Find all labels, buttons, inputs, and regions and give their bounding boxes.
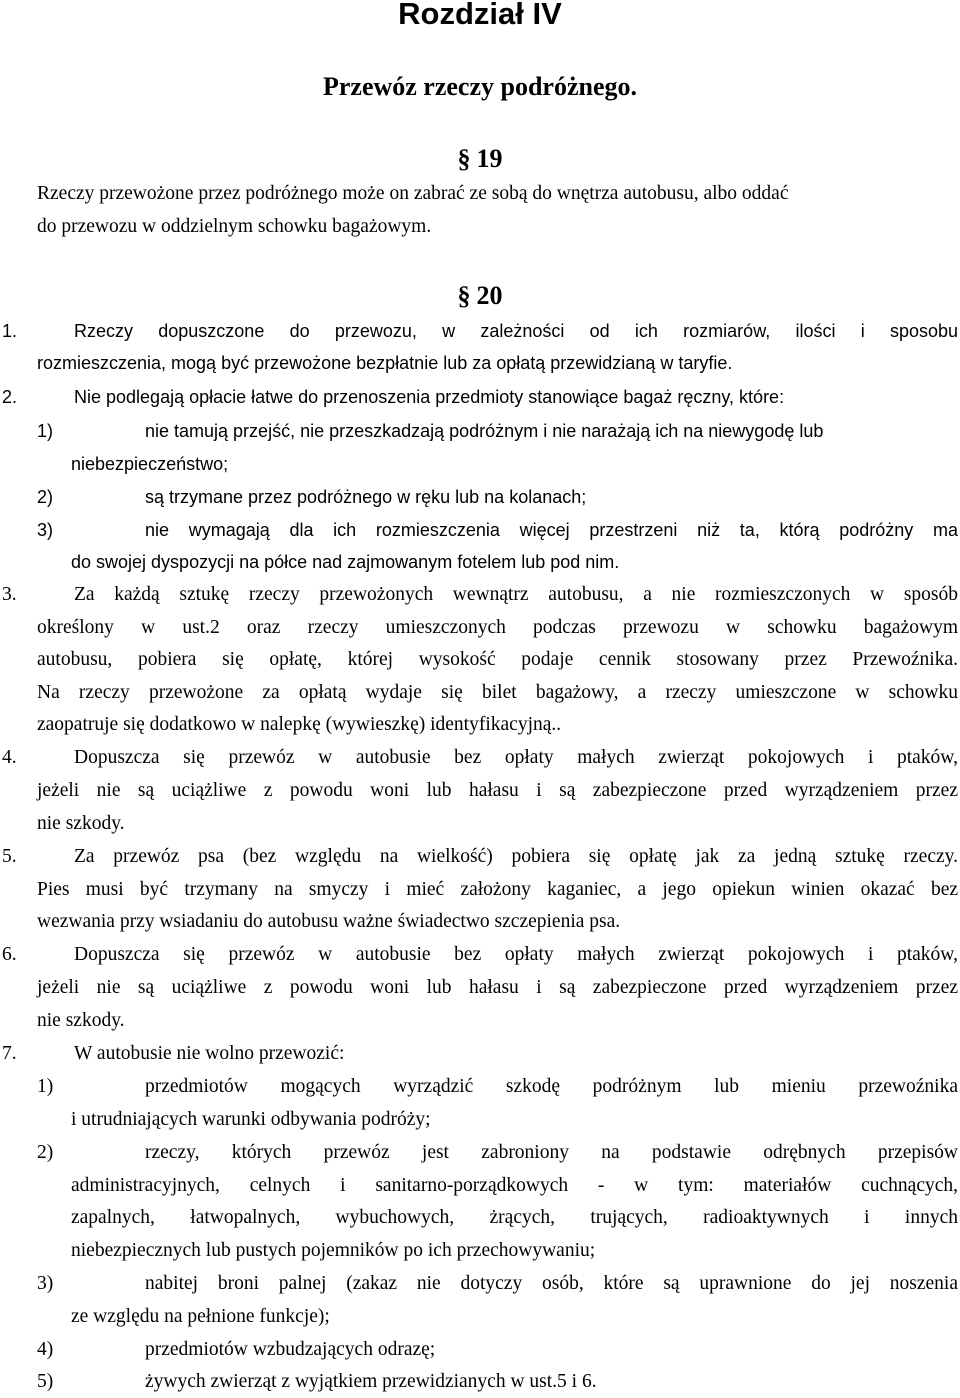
section-19-heading <box>0 141 960 177</box>
s20-p1: 1. Rzeczy dopuszczone do przewozu, w zależności od ich rozmiarów, ilości i sposobu <box>2 321 958 341</box>
s19-line-2: do przewozu w oddzielnym schowku bagażowym. <box>37 216 432 237</box>
list-item: 3) nie wymagają dla ich rozmieszczenia więcej przestrzeni niż ta, którą podróżny ma <box>37 520 958 540</box>
list-item: 2) rzeczy, których przewóz jest zabroniony na podstawie odrębnych przepisów <box>37 1142 958 1163</box>
list-item: 1) przedmiotów mogących wyrządzić szkodę podróżnym lub mieniu przewoźnika <box>37 1076 958 1097</box>
s20-p3: 3. Za każdą sztukę rzeczy przewożonych wewnątrz autobusu, a nie rozmieszczonych w sposób <box>2 584 958 605</box>
chapter-subtitle: Przewóz rzeczy podróżnego. <box>322 72 638 101</box>
section-symbol: § <box>457 281 471 310</box>
section-number: 19 <box>476 144 503 173</box>
list-item: 2) są trzymane przez podróżnego w ręku lub na kolanach; <box>37 487 587 507</box>
s20-p4: 4. Dopuszcza się przewóz w autobusie bez opłaty małych zwierząt pokojowych i ptaków, <box>2 747 958 768</box>
s19-line-1: Rzeczy przewożone przez podróżnego może on zabrać ze sobą do wnętrza autobusu, albo oddać <box>37 183 789 204</box>
list-item: 5) żywych zwierząt z wyjątkiem przewidzianych w ust.5 i 6. <box>37 1371 597 1392</box>
list-item: 4) przedmiotów wzbudzających odrazę; <box>37 1339 436 1360</box>
s20-p5: 5. Za przewóz psa (bez względu na wielkość) pobiera się opłatę jak za jedną sztukę rzeczy. <box>2 846 958 867</box>
chapter-title: Rozdział IV <box>398 0 562 31</box>
s20-p2: 2. Nie podlegają opłacie łatwe do przenoszenia przedmioty stanowiące bagaż ręczny, które: <box>2 387 785 407</box>
s20-p7: 7. W autobusie nie wolno przewozić: <box>2 1043 345 1064</box>
list-item: 3) nabitej broni palnej (zakaz nie dotyczy osób, które są uprawnione do jej noszenia <box>37 1273 958 1294</box>
section-number: 20 <box>476 281 503 310</box>
s20-p6: 6. Dopuszcza się przewóz w autobusie bez opłaty małych zwierząt pokojowych i ptaków, <box>2 944 958 965</box>
section-20-heading <box>0 278 960 314</box>
document-page: Rozdział IV Przewóz rzeczy podróżnego. § 19 Rzeczy przewożone przez podróżnego może on zabrać ze sobą do wnętrza autobusu, albo oddać do przewozu w oddzielnym schowku bagażowym. § 20 1. Rzeczy dopuszczone do przewozu, w zależności od ich rozmiarów, ilości i sposobu rozmieszczenia, mogą być przewożone bezpłatnie lub za opłatą przewidzianą w taryfie. 2. Nie podlegają opłacie łatwe do przenoszenia przedmioty stanowiące bagaż ręczny, które: 1) nie tamują przejść, nie przeszkadzają podróżnym i nie narażają ich na niewygodę lub niebezpieczeństwo; 2) są trzymane przez podróżnego w ręku lub na kolanach; 3) nie wymagają dla ich rozmieszczenia więcej przestrzeni niż ta, którą podróżny ma do swojej dyspozycji na półce nad zajmowanym fotelem lub pod nim. 3. Za każdą sztukę rzeczy przewożonych wewnątrz autobusu, a nie rozmieszczonych w sposób określony w ust.2 oraz rzeczy umieszczonych podczas przewozu w schowku bagażowym autobusu, pobiera się opłatę, której wysokość podaje cennik stosowany przez Przewoźnika. Na rzeczy przewożone za opłatą wydaje się bilet bagażowy, a rzeczy umieszczone w schowku zaopatruje się dodatkowo w nalepkę (wywieszkę) identyfikacyjną.. 4. Dopuszcza się przewóz w autobusie bez opłaty małych zwierząt pokojowych i ptaków, jeżeli nie są uciążliwe z powodu woni lub hałasu i są zabezpieczone przed wyrządzeniem przez nie szkody. 5. Za przewóz psa (bez względu na wielkość) pobiera się opłatę jak za jedną sztukę rzeczy. Pies musi być trzymany na smyczy i mieć założony kaganiec, a jego opiekun winien okazać bez wezwania przy wsiadaniu do autobusu ważne świadectwo szczepienia psa. 6. Dopuszcza się przewóz w autobusie bez opłaty małych zwierząt pokojowych i ptaków, jeżeli nie są uciążliwe z powodu woni lub hałasu i są zabezpieczone przed wyrządzeniem przez nie szkody. 7. W autobusie nie wolno przewozić: 1) przedmiotów mogących wyrządzić szkodę podróżnym lub mieniu przewoźnika i utrudniających warunki odbywania podróży; 2) rzeczy, których przewóz jest zabroniony na podstawie odrębnych przepisów administracyjnych, celnych i sanitarno-porządkowych - w tym: materiałów cuchnących, zapalnych, łatwopalnych, wybuchowych, żrących, trujących, radioaktywnych i innych niebezpiecznych lub pustych pojemników po ich przechowywaniu; 3) nabitej broni palnej (zakaz nie dotyczy osób, które są uprawnione do jej noszenia ze względu na pełnione funkcje); 4) przedmiotów wzbudzających odrazę; 5) żywych zwierząt z wyjątkiem przewidzianych w ust.5 i 6. <box>0 0 960 1398</box>
list-item: 1) nie tamują przejść, nie przeszkadzają podróżnym i nie narażają ich na niewygodę lub <box>37 421 824 441</box>
section-symbol: § <box>457 144 471 173</box>
